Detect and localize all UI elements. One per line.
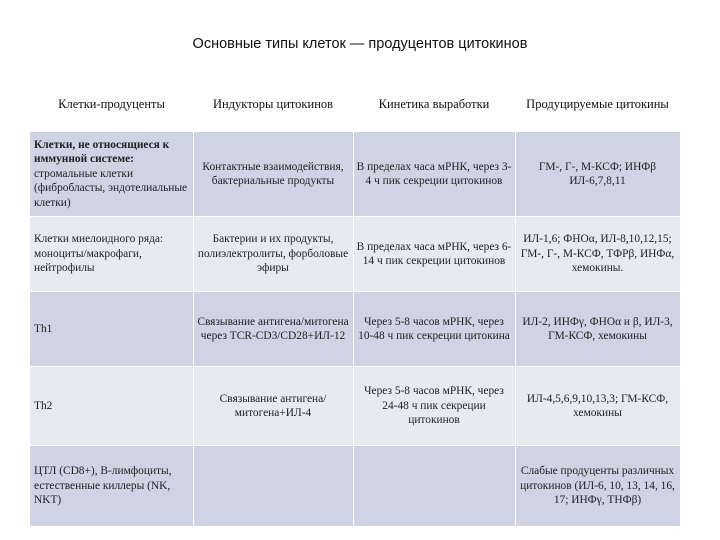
kinetics-cell: В пределах часа мРНК, через 6-14 ч пик секреции цитокинов [353,217,515,292]
inducers-cell: Бактерии и их продукты, полиэлектролиты, форболовые эфиры [193,217,353,292]
producer-cell [30,132,193,217]
table-header-row [30,76,680,132]
table-row [30,292,680,367]
table-row [30,367,680,446]
producer-bold-label: Клетки, не относящиеся к иммунной системе: [34,138,170,166]
cytokines-cell: ГМ-, Г-, М-КСФ; ИНФβ ИЛ-6,7,8,11 [515,132,680,217]
kinetics-cell: Через 5-8 часов мРНК, через 10-48 ч пик секреции цитокина [353,292,515,367]
producer-cell: ЦТЛ (CD8+), В-лимфоциты, естественные киллеры (NK, NKT) [30,446,193,527]
producer-cell: Th1 [30,292,193,367]
header-kinetics: Кинетика выработки [378,97,490,111]
cytokines-cell: Слабые продуценты различных цитокинов (ИЛ-6, 10, 13, 14, 16, 17; ИНФγ, ТНФβ) [515,446,680,527]
producer-cell: Th2 [30,367,193,446]
inducers-cell: Связывание антигена/митогена через TCR-CD3/CD28+ИЛ-12 [193,292,353,367]
header-cytokines: Продуцируемые цитокины [526,97,669,111]
cytokines-cell: ИЛ-4,5,6,9,10,13,3; ГМ-КСФ, хемокины [515,367,680,446]
producer-text: стромальные клетки (фибробласты, эндотелиальные клетки) [34,167,188,209]
cytokine-table [30,76,681,527]
cytokines-cell: ИЛ-2, ИНФγ, ФНОα и β, ИЛ-3, ГМ-КСФ, хемокины [515,292,680,367]
header-inducers: Индукторы цитокинов [212,97,334,111]
kinetics-cell [353,446,515,527]
inducers-cell: Контактные взаимодействия, бактериальные продукты [193,132,353,217]
producer-cell: Клетки миелоидного ряда: моноциты/макрофаги, нейтрофилы [30,217,193,292]
cytokines-cell: ИЛ-1,6; ФНОα, ИЛ-8,10,12,15; ГМ-, Г-, М-КСФ, ТФРβ, ИНФα, хемокины. [515,217,680,292]
kinetics-cell: Через 5-8 часов мРНК, через 24-48 ч пик секреции цитокинов [353,367,515,446]
inducers-cell: Связывание антигена/митогена+ИЛ-4 [193,367,353,446]
kinetics-cell: В пределах часа мРНК, через 3-4 ч пик секреции цитокинов [353,132,515,217]
table-row [30,446,680,527]
page-title: Основные типы клеток — продуцентов цитокинов [192,36,528,52]
inducers-cell [193,446,353,527]
header-producers: Клетки-продуценты [58,97,165,111]
table-row [30,132,680,217]
table-row [30,217,680,292]
